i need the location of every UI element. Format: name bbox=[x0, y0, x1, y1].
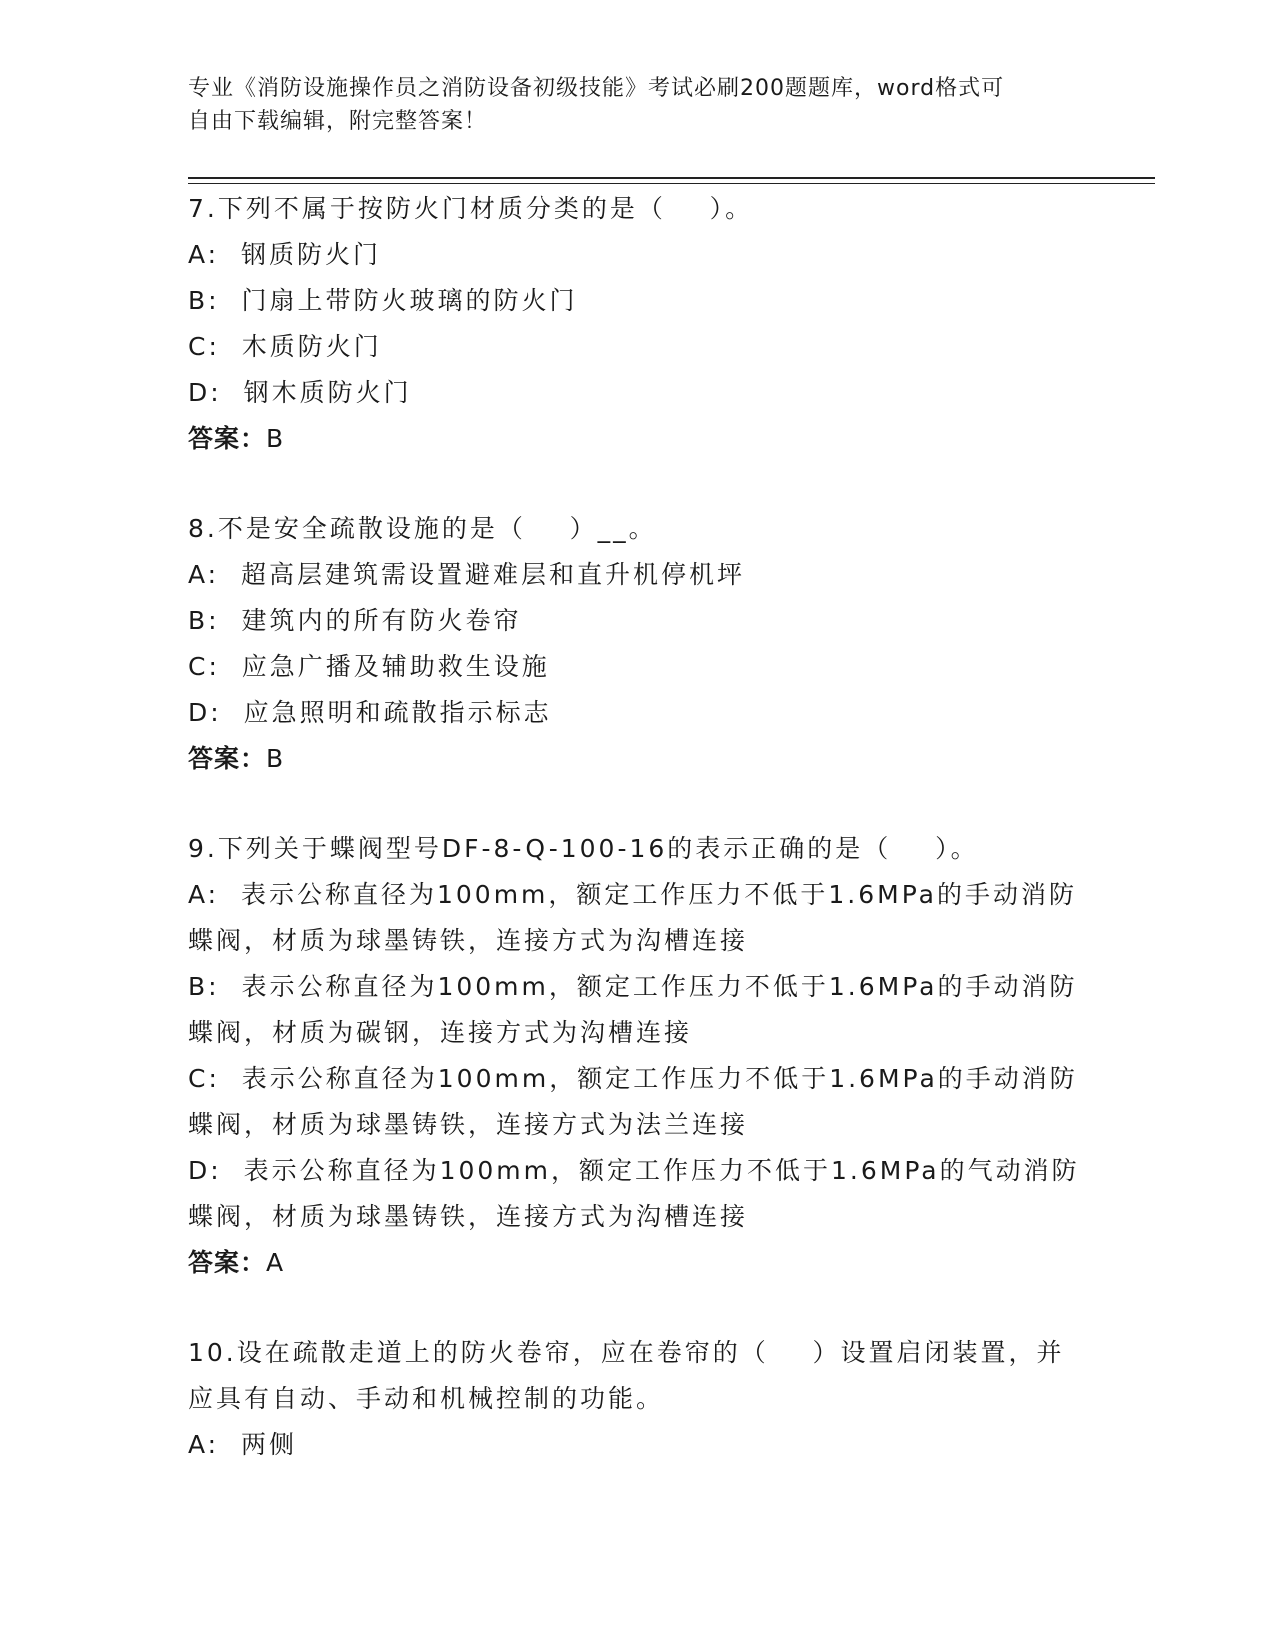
question-stem: 9.下列关于蝶阀型号DF-8-Q-100-16的表示正确的是（ ）。 bbox=[188, 834, 979, 863]
question-stem: 10.设在疏散走道上的防火卷帘，应在卷帘的（ ）设置启闭装置，并应具有自动、手动和机械控制的功能。 bbox=[188, 1338, 1065, 1413]
answer-label: 答案： bbox=[188, 424, 267, 453]
option-c: C: 木质防火门 bbox=[188, 332, 382, 361]
answer-line bbox=[188, 1240, 1088, 1286]
question-8 bbox=[188, 506, 1088, 782]
option-d: D: 应急照明和疏散指示标志 bbox=[188, 698, 552, 727]
question-9 bbox=[188, 826, 1088, 1286]
header-divider-thin bbox=[188, 183, 1155, 184]
option-c: C: 表示公称直径为100mm，额定工作压力不低于1.6MPa的手动消防蝶阀，材质为球墨铸铁，连接方式为法兰连接 bbox=[188, 1064, 1078, 1139]
option-d: D: 钢木质防火门 bbox=[188, 378, 412, 407]
header-line-1: 专业《消防设施操作员之消防设备初级技能》考试必刷200题题库，word格式可 bbox=[188, 76, 1005, 101]
answer-label: 答案： bbox=[188, 744, 267, 773]
answer-line bbox=[188, 416, 1088, 462]
question-stem: 8.不是安全疏散设施的是（ ）__。 bbox=[188, 514, 657, 543]
header-divider-thick bbox=[188, 177, 1155, 179]
option-a: A: 钢质防火门 bbox=[188, 240, 381, 269]
question-7 bbox=[188, 186, 1088, 462]
answer-value: B bbox=[266, 424, 285, 453]
question-stem: 7.下列不属于按防火门材质分类的是（ ）。 bbox=[188, 194, 754, 223]
answer-value: B bbox=[266, 744, 285, 773]
option-c: C: 应急广播及辅助救生设施 bbox=[188, 652, 550, 681]
option-a: A: 两侧 bbox=[188, 1430, 297, 1459]
option-b: B: 门扇上带防火玻璃的防火门 bbox=[188, 286, 578, 315]
option-a: A: 超高层建筑需设置避难层和直升机停机坪 bbox=[188, 560, 745, 589]
question-list bbox=[188, 186, 1088, 1468]
option-a: A: 表示公称直径为100mm，额定工作压力不低于1.6MPa的手动消防蝶阀，材质为球墨铸铁，连接方式为沟槽连接 bbox=[188, 880, 1078, 955]
document-header bbox=[188, 72, 1088, 138]
option-d: D: 表示公称直径为100mm，额定工作压力不低于1.6MPa的气动消防蝶阀，材质为球墨铸铁，连接方式为沟槽连接 bbox=[188, 1156, 1080, 1231]
answer-value: A bbox=[266, 1248, 285, 1277]
header-line-2: 自由下载编辑，附完整答案！ bbox=[188, 109, 488, 134]
answer-line bbox=[188, 736, 1088, 782]
question-10 bbox=[188, 1330, 1088, 1468]
option-b: B: 建筑内的所有防火卷帘 bbox=[188, 606, 522, 635]
option-b: B: 表示公称直径为100mm，额定工作压力不低于1.6MPa的手动消防蝶阀，材质为碳钢，连接方式为沟槽连接 bbox=[188, 972, 1078, 1047]
answer-label: 答案： bbox=[188, 1248, 267, 1277]
